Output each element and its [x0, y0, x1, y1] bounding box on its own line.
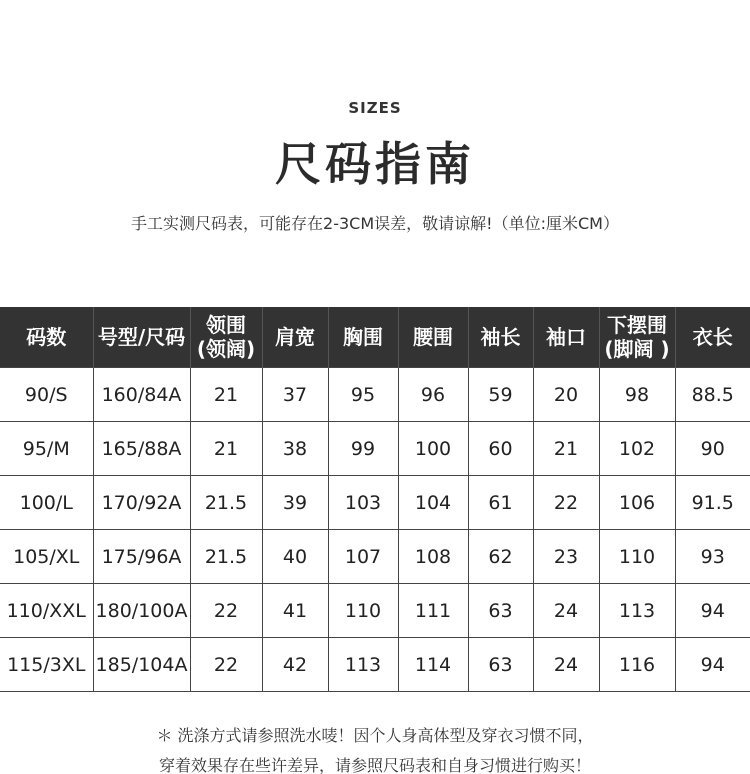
table-cell: 23: [533, 530, 599, 584]
table-cell: 37: [262, 368, 328, 422]
table-cell: 93: [675, 530, 750, 584]
table-cell: 110/XXL: [0, 584, 93, 638]
table-cell: 60: [468, 422, 533, 476]
size-table: [0, 307, 750, 692]
table-cell: 21: [190, 422, 262, 476]
table-cell: 22: [533, 476, 599, 530]
table-cell: 100: [398, 422, 468, 476]
footnote-line-1: ＊ 洗涤方式请参照洗水唛！因个人身高体型及穿衣习惯不同，: [156, 726, 594, 745]
table-cell: 21: [190, 368, 262, 422]
measurement-note: 手工实测尺码表，可能存在2-3CM误差，敬请谅解!（单位:厘米CM）: [131, 214, 619, 233]
column-header-code: 码数: [0, 307, 93, 368]
table-row: [0, 476, 750, 530]
table-cell: 110: [599, 530, 675, 584]
table-cell: 63: [468, 584, 533, 638]
table-cell: 111: [398, 584, 468, 638]
sizes-label: SIZES: [348, 99, 402, 117]
table-cell: 95/M: [0, 422, 93, 476]
table-row: [0, 584, 750, 638]
table-cell: 39: [262, 476, 328, 530]
table-cell: 90: [675, 422, 750, 476]
page-title: 尺码指南: [275, 137, 475, 191]
table-cell: 42: [262, 638, 328, 692]
table-cell: 106: [599, 476, 675, 530]
table-cell: 41: [262, 584, 328, 638]
table-cell: 88.5: [675, 368, 750, 422]
table-cell: 38: [262, 422, 328, 476]
table-cell: 165/88A: [93, 422, 190, 476]
table-cell: 24: [533, 638, 599, 692]
table-cell: 116: [599, 638, 675, 692]
column-header-shoulder: 肩宽: [262, 307, 328, 368]
table-cell: 63: [468, 638, 533, 692]
table-row: [0, 368, 750, 422]
table-cell: 95: [328, 368, 398, 422]
column-header-cuff: 袖口: [533, 307, 599, 368]
table-cell: 94: [675, 638, 750, 692]
column-header-sleeve-length: 袖长: [468, 307, 533, 368]
table-cell: 90/S: [0, 368, 93, 422]
table-cell: 24: [533, 584, 599, 638]
table-cell: 62: [468, 530, 533, 584]
table-cell: 99: [328, 422, 398, 476]
table-cell: 21.5: [190, 530, 262, 584]
table-row: [0, 638, 750, 692]
column-header-chest: 胸围: [328, 307, 398, 368]
table-cell: 113: [328, 638, 398, 692]
table-cell: 104: [398, 476, 468, 530]
table-cell: 108: [398, 530, 468, 584]
table-cell: 21.5: [190, 476, 262, 530]
footnote-line-2: 穿着效果存在些许差异，请参照尺码表和自身习惯进行购买！: [158, 756, 591, 774]
table-cell: 105/XL: [0, 530, 93, 584]
table-cell: 61: [468, 476, 533, 530]
table-cell: 175/96A: [93, 530, 190, 584]
table-cell: 113: [599, 584, 675, 638]
table-cell: 100/L: [0, 476, 93, 530]
table-cell: 114: [398, 638, 468, 692]
table-cell: 170/92A: [93, 476, 190, 530]
table-cell: 98: [599, 368, 675, 422]
column-header-waist: 腰围: [398, 307, 468, 368]
table-row: [0, 530, 750, 584]
table-cell: 96: [398, 368, 468, 422]
column-header-size-type: 号型/尺码: [93, 307, 190, 368]
table-body: [0, 368, 750, 692]
table-cell: 185/104A: [93, 638, 190, 692]
table-header-row: [0, 307, 750, 368]
table-cell: 94: [675, 584, 750, 638]
table-cell: 22: [190, 638, 262, 692]
column-header-hem: 下摆围 (脚阔 ): [599, 307, 675, 368]
column-header-length: 衣长: [675, 307, 750, 368]
column-header-collar: 领围 (领阔): [190, 307, 262, 368]
table-cell: 103: [328, 476, 398, 530]
table-cell: 110: [328, 584, 398, 638]
table-cell: 20: [533, 368, 599, 422]
table-cell: 40: [262, 530, 328, 584]
table-cell: 59: [468, 368, 533, 422]
table-cell: 160/84A: [93, 368, 190, 422]
table-cell: 102: [599, 422, 675, 476]
table-cell: 21: [533, 422, 599, 476]
table-cell: 115/3XL: [0, 638, 93, 692]
table-cell: 180/100A: [93, 584, 190, 638]
table-cell: 91.5: [675, 476, 750, 530]
table-cell: 107: [328, 530, 398, 584]
table-cell: 22: [190, 584, 262, 638]
table-row: [0, 422, 750, 476]
